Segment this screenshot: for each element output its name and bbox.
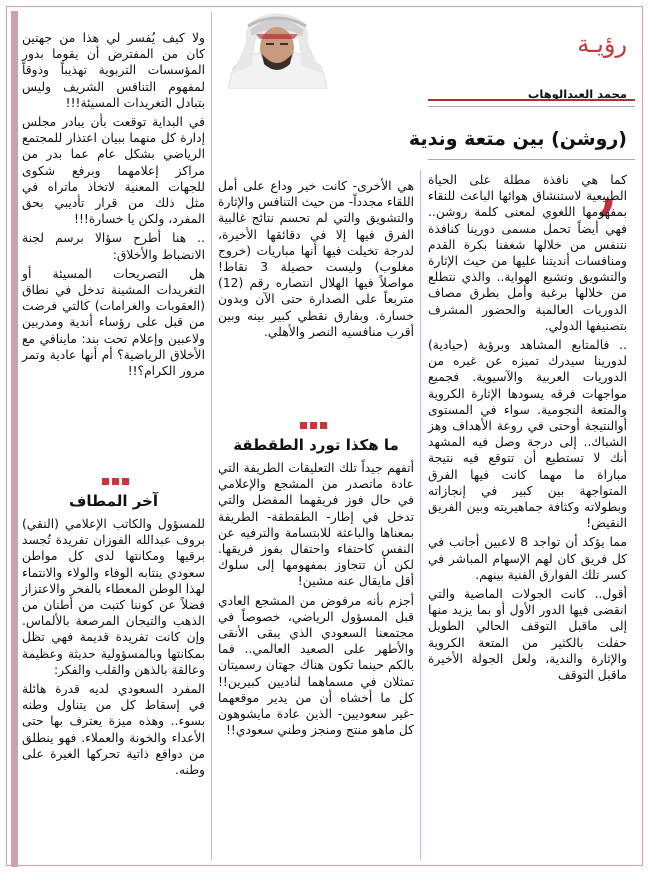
column-1 [428,172,627,858]
quote-mark-icon: , [599,157,618,221]
col3-subheading: آخر المطاف [68,492,158,510]
column-2-body [218,460,414,858]
col1-paragraph-4: أقول.. كانت الجولات الماضية والتي انقضى فيها الدور الأول أو بما يزيد منها إلى ماقبل التوقف الحالي الطويل حفلت بالكثير من المتعة الكروية والإثارة والندية، ولعل الجولة الأخيرة ماقبل التوقف [428,587,627,683]
column-divider-2 [211,12,212,860]
col3-paragraph-4: هل التصريحات المسيئة أو التغريدات المشينة تدخل في نطاق (العقوبات والغرامات) كالتي فرضت من قبل على رؤساء أندية ومدربين ولاعبين وإعلام تحت بند: ماينافي مع الأخلاق الرياضية؟ أم أنها عادية وتمر مرور الكرام؟!! [22,266,205,379]
col3-paragraph-6: المفرد السعودي لديه قدرة هائلة في إسقاط كل من يتناول وطنه بسوء.. وهذه ميزة يعترف بها حتى الأعداء والخونة والعملاء. فهو ينطلق من دوافع ذاتية تحركها الغيرة على وطنه. [22,682,205,778]
column-divider-1 [420,170,421,860]
col1-paragraph-3: مما يؤكد أن تواجد 8 لاعبين أجانب في كل فريق كان لهم الإسهام المباشر في كسر تلك الفوارق الفنية بينهم. [428,535,628,582]
left-accent-bar [11,11,18,867]
col1-paragraph-1: كما هي نافذة مطلة على الحياة الطبيعية لاستنشاق هوائها الباعث للنقاء بمفهومها اللغوي لمعنى كلمة روشن.. فهي أيضاً تحمل مسمى دورينا كنافذة نتنفس من خلالها شغفنا بكرة القدم ومنافسات أنديتنا عليها من حيث الإثارة والتشويق وتشبع الهواية.. والذي نتطلع من خلالها برغبة وأمل بطرق مصاف الدوريات العالمية والحضور المشرف بتصنيفها الدولي. [428,173,627,333]
col1-paragraph-2: .. فالمتابع المشاهد وبرؤية (حيادية) لدورينا سيدرك تميزه عن غيره من الدوريات العربية والآسيوية. فجميع مواجهات فرقه يسودها الإثارة الكروية والمتعة النجومية. سواء في المستوى أوالنتيجة أوحتى في روعة الأهداف وهز الشباك.. إلى درجة وصل فيه المشهد أنك لا تستطيع أن تتوقع فيه نتيجة مباراة ما مهما كانت فيها الفرق المتواجهة بين كبير في إنجازاته وبطولاته وكثافة جماهيريته وبين الفريق النقيض! [428,338,627,531]
col2-separator-dots [300,422,327,429]
column-3-top [22,30,205,465]
col3-paragraph-2: في البداية توقعت بأن يبادر مجلس إدارة كل منهما ببيان اعتذار للمجتمع الرياضي بشكل عام عما بدر من مراكز إعلامهما وبرفع شكوى للجهات المعنية لاتخاذ ماتراه في مثل ذلك من قرار تأديبي بحق المفرد، ولكن يا خسارة!!! [22,115,205,227]
author-name: محمد العبدالوهاب [527,87,627,101]
col3-paragraph-1: ولا كيف يُفسر لي هذا من جهتين كان من المفترض أن يقوما بدور المؤسسات التربوية تهذيباً وذوقاً لمفهوم التنافس الشريف وليس بتبادل التغريدات المسيئة!!! [22,31,205,110]
column-3-body [22,516,205,858]
col2-paragraph-2: أجزم بأنه مرفوض من المشجع العادي قبل المسؤول الرياضي، خصوصاً في مجتمعنا السعودي الذي يبقى الأنقى والأطهر على الصعيد العالمي.. فما بالكم حينما تكون هناك جهتان رسميتان تمثلان في مسماهما لناديين كبيرين!! كل ما أخشاه أن من يدير موقعهما -غير سعوديين- الذين عادة مايشوهون كل ماهو منتج ومنجز وطني سعودي!! [218,593,414,738]
headline-top-rule [428,106,635,107]
col2-subheading: ما هكذا تورد الطقطقة [233,436,399,454]
col3-paragraph-3: .. هنا أطرح سؤالا برسم لجنة الانضباط والأخلاق: [22,231,205,262]
author-rule [428,99,635,101]
col2-paragraph-top: هي الأخرى- كانت خير وداع على أمل اللقاء مجدداً- من حيث التنافس والإثارة والتشويق والتي لم تحسم نتائج غالبية الفرق فيها إلا في دقائقها الأخيرة، لدرجة تخيلت فيها أنها مباريات (خروج مغلوب) وليست حصيلة 3 نقاط! مواصلاً فيها الهلال انتصاره رقم (12) متربعاً على الصدارة حتى الآن وبدون خسارة. وبفارق نقطي كبير بينه وبين أقرب منافسيه النصر والأهلي. [218,179,414,339]
col3-separator-dots [102,478,129,485]
author-photo [228,8,327,89]
col3-paragraph-5: للمسؤول والكاتب الإعلامي (النقي) بروف عبدالله الفوزان تفريدة تُجسد برقيها ومكانتها لدى كل مواطن سعودي ينتابه الوفاء والولاء والانتماء لهذا الوطن المعطاء بالفخر والاعتزاز فضلاً عن كوننا كتبت من أطنان من الذهب والتيجان المرصعة بالألماس. وإن كانت تفريدة قديمة فهي تظل بمكانتها وبالمسؤولية حديثة وعظيمة وعالقة بالذهن والقلب والفكر: [22,517,205,677]
article-headline: (روشن) بين متعة وندية [408,128,627,150]
column-2-top [218,178,414,430]
col2-paragraph-1: أتفهم جيداً تلك التعليقات الطريفة التي عادة ماتصدر من المشجع والإعلامي في حال فوز فريقهما المفضل والتي تدخل في إطار- الطقطقة- الطريفة بمعناها والباعثة للابتسامة والترفيه عن النفس كاحتفاء واحتفال بفوز فريقها. لكن أن تتجاوز بمفهومها إلى سلوك أقل مايقال عنه مشين! [218,461,414,589]
section-label: رؤيـة [577,30,627,58]
